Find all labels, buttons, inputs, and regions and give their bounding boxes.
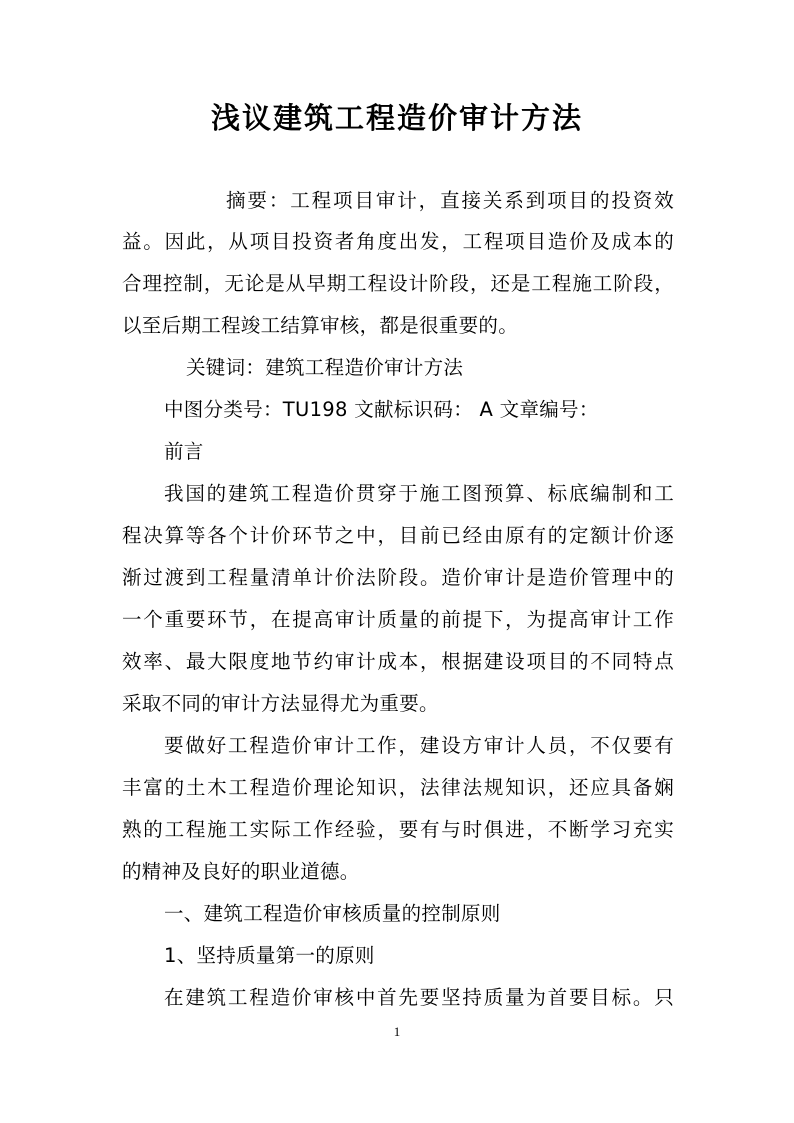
paragraph-2-line-3: 熟的工程施工实际工作经验，要有与时俱进，不断学习充实	[122, 818, 674, 841]
keywords-line: 关键词：建筑工程造价审计方法	[186, 356, 464, 379]
paragraph-2-line-1: 要做好工程造价审计工作，建设方审计人员，不仅要有	[164, 734, 674, 757]
abstract-line-1: 摘要：工程项目审计，直接关系到项目的投资效	[226, 189, 674, 212]
subsection-heading: 1、坚持质量第一的原则	[164, 944, 375, 967]
preface-heading: 前言	[164, 440, 204, 463]
classification-line: 中图分类号：TU198 文献标识码： A 文章编号：	[164, 398, 599, 421]
abstract-line-2: 益。因此，从项目投资者角度出发，工程项目造价及成本的	[122, 230, 674, 253]
paragraph-1-line-4: 一个重要环节，在提高审计质量的前提下，为提高审计工作	[122, 608, 674, 631]
page-number: 1	[393, 1024, 401, 1039]
paragraph-1-line-6: 采取不同的审计方法显得尤为重要。	[122, 692, 439, 715]
document-title: 浅议建筑工程造价审计方法	[210, 101, 583, 135]
paragraph-1-line-2: 程决算等各个计价环节之中，目前已经由原有的定额计价逐	[122, 524, 674, 547]
abstract-line-3: 合理控制，无论是从早期工程设计阶段，还是工程施工阶段，	[122, 272, 674, 295]
paragraph-1-line-1: 我国的建筑工程造价贯穿于施工图预算、标底编制和工	[164, 482, 674, 505]
paragraph-3-line-1: 在建筑工程造价审核中首先要坚持质量为首要目标。只	[164, 986, 674, 1009]
abstract-line-4: 以至后期工程竣工结算审核，都是很重要的。	[122, 314, 519, 337]
paragraph-1-line-5: 效率、最大限度地节约审计成本，根据建设项目的不同特点	[122, 650, 674, 673]
paragraph-2-line-4: 的精神及良好的职业道德。	[122, 860, 360, 883]
paragraph-1-line-3: 渐过渡到工程量清单计价法阶段。造价审计是造价管理中的	[122, 566, 674, 589]
paragraph-2-line-2: 丰富的土木工程造价理论知识，法律法规知识，还应具备娴	[122, 776, 674, 799]
section-heading: 一、建筑工程造价审核质量的控制原则	[164, 902, 501, 925]
